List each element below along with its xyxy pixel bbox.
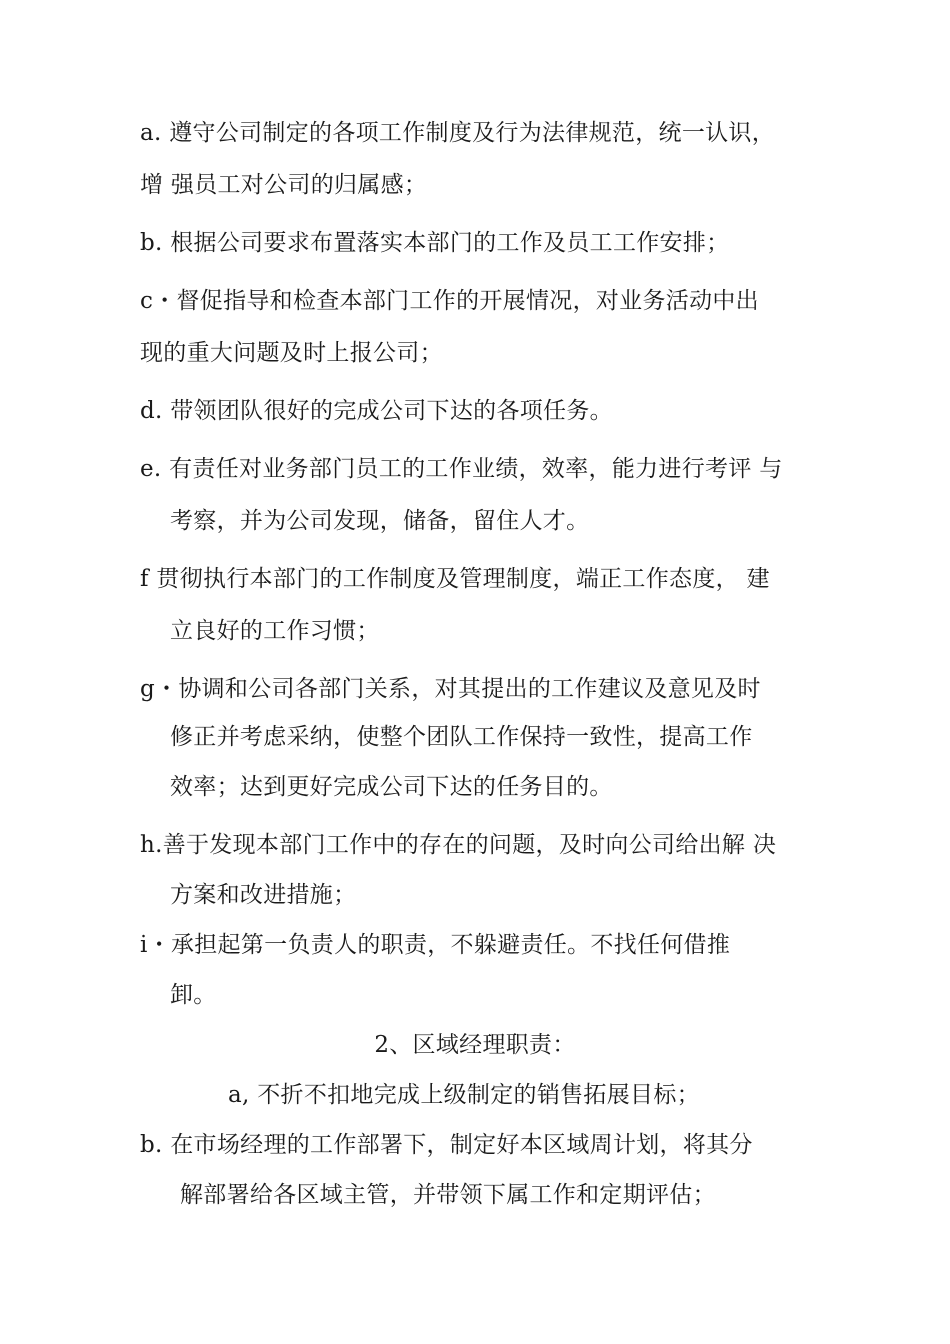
- item-e-line-2: 考察，并为公司发现，储备，留住人才。: [170, 508, 590, 534]
- item-c-line-2: 现的重大问题及时上报公司；: [140, 340, 443, 366]
- item-d-line-1: d. 带领团队很好的完成公司下达的各项任务。: [140, 398, 613, 424]
- item-a-line-1: a. 遵守公司制定的各项工作制度及行为法律规范，统一认识，: [140, 120, 776, 146]
- item-g-line-1: g・协调和公司各部门关系，对其提出的工作建议及意见及时: [140, 676, 761, 702]
- section-2-item-a: a, 不折不扣地完成上级制定的销售拓展目标；: [228, 1082, 700, 1108]
- section-2-item-b-line-1: b. 在市场经理的工作部署下，制定好本区域周计划，将其分: [140, 1132, 753, 1158]
- item-f-line-1: f 贯彻执行本部门的工作制度及管理制度，端正工作态度， 建: [140, 566, 770, 592]
- item-g-line-3: 效率；达到更好完成公司下达的任务目的。: [170, 774, 613, 800]
- item-g-line-2: 修正并考虑采纳，使整个团队工作保持一致性，提高工作: [170, 724, 753, 750]
- item-f-line-2: 立良好的工作习惯；: [170, 618, 380, 644]
- section-2-item-b-line-2: 解部署给各区域主管，并带领下属工作和定期评估；: [180, 1182, 716, 1208]
- item-i-line-2: 卸。: [170, 982, 217, 1008]
- item-i-line-1: i・承担起第一负责人的职责，不躲避责任。不找任何借推: [140, 932, 731, 958]
- item-a-line-2: 增 强员工对公司的归属感；: [140, 172, 428, 198]
- item-e-line-1: e. 有责任对业务部门员工的工作业绩，效率，能力进行考评 与: [140, 456, 783, 482]
- item-c-line-1: c・督促指导和检查本部门工作的开展情况，对业务活动中出: [140, 288, 759, 314]
- item-h-line-2: 方案和改进措施；: [170, 882, 357, 908]
- section-2-heading: 2、区域经理职责：: [374, 1032, 576, 1058]
- item-b-line-1: b. 根据公司要求布置落实本部门的工作及员工工作安排；: [140, 230, 730, 256]
- item-h-line-1: h.善于发现本部门工作中的存在的问题，及时向公司给出解 决: [140, 832, 777, 858]
